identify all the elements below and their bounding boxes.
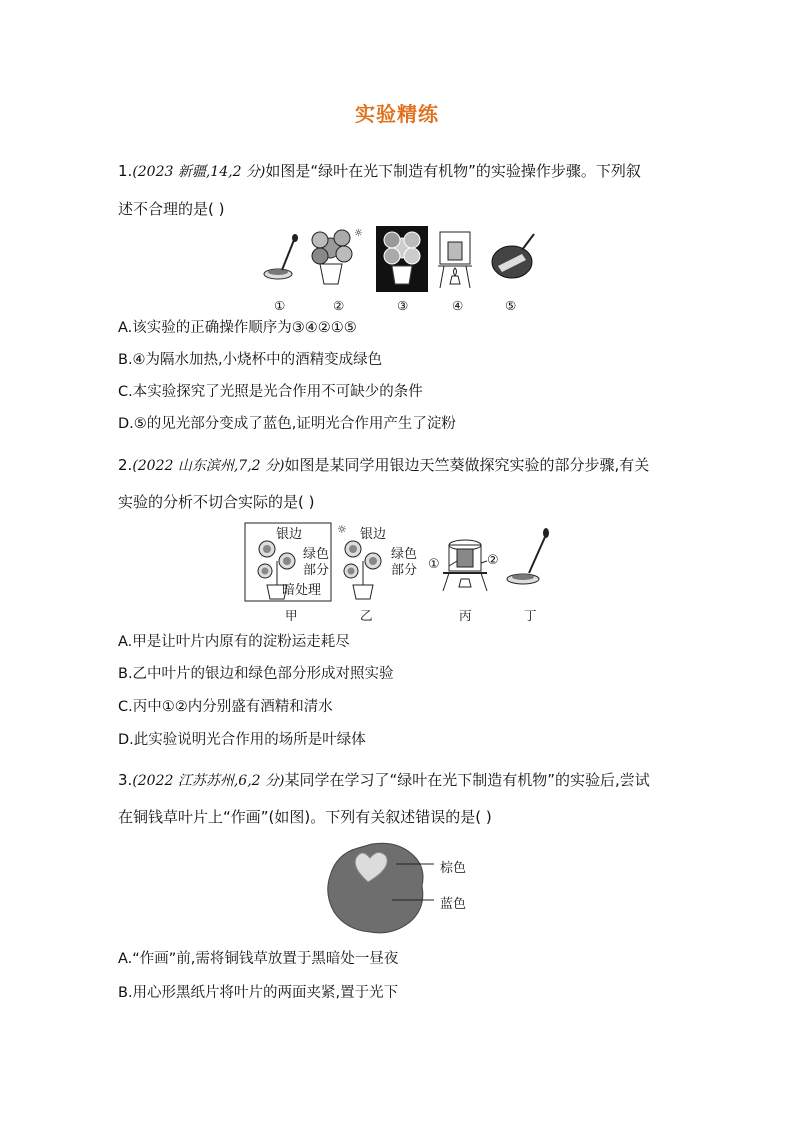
annotation-mark-1: ① <box>428 557 440 572</box>
figure-2-label-jia: 甲 <box>285 608 298 623</box>
annotation-blue: 蓝色 <box>440 897 467 912</box>
question-1-stem: 如图是“绿叶在光下制造有机物”的实验操作步骤。下列叙 <box>265 162 641 180</box>
question-1-line-1 <box>118 161 641 182</box>
step-1-petri-dish <box>264 234 298 279</box>
question-3-option-b: B.用心形黑纸片将叶片的两面夹紧,置于光下 <box>118 985 399 1001</box>
question-3-source: (2022 江苏苏州,6,2 分) <box>132 773 285 789</box>
question-3-option-a: A.“作画”前,需将铜钱草放置于黑暗处一昼夜 <box>118 951 399 967</box>
question-1-number: 1. <box>118 162 133 180</box>
annotation-green-2a: 绿色 <box>391 547 418 562</box>
figure-1-label-1: ① <box>274 298 286 313</box>
figure-2-label-bing: 丙 <box>459 608 472 623</box>
figure-1-label-3: ③ <box>397 298 409 313</box>
question-1-option-a: A.该实验的正确操作顺序为③④②①⑤ <box>118 320 357 336</box>
annotation-green-1a: 绿色 <box>303 547 330 562</box>
question-2-option-d: D.此实验说明光合作用的场所是叶绿体 <box>118 732 366 748</box>
step-4-water-bath <box>438 232 472 288</box>
figure-1-label-4: ④ <box>452 298 464 313</box>
annotation-brown: 棕色 <box>440 861 467 876</box>
question-1-option-c: C.本实验探究了光照是光合作用不可缺少的条件 <box>118 384 423 400</box>
plant-yi <box>344 541 381 599</box>
step-5-leaf-test <box>492 234 534 278</box>
annotation-mark-2: ② <box>487 553 499 568</box>
annotation-silver-edge-2: 银边 <box>360 527 387 542</box>
question-1-line-2: 述不合理的是( ) <box>118 200 225 218</box>
question-3-line-1 <box>118 770 650 791</box>
figure-2-label-ding: 丁 <box>524 608 537 623</box>
step-3-plant-in-dark <box>376 226 428 292</box>
question-3-number: 3. <box>118 771 133 789</box>
annotation-green-1b: 部分 <box>303 563 330 578</box>
annotation-green-2b: 部分 <box>391 563 418 578</box>
figure-2-label-yi: 乙 <box>360 608 373 623</box>
svg-text:☼: ☼ <box>354 228 363 239</box>
question-2-number: 2. <box>118 456 133 474</box>
question-2-stem: 如图是某同学用银边天竺葵做探究实验的部分步骤,有关 <box>284 456 650 474</box>
question-2-option-a: A.甲是让叶片内原有的淀粉运走耗尽 <box>118 634 350 650</box>
figure-1-label-2: ② <box>333 298 345 313</box>
question-3-stem: 某同学在学习了“绿叶在光下制造有机物”的实验后,尝试 <box>284 771 650 789</box>
question-2-source: (2022 山东滨州,7,2 分) <box>132 458 285 474</box>
question-2-option-b: B.乙中叶片的银边和绿色部分形成对照实验 <box>118 666 394 682</box>
question-1-source: (2023 新疆,14,2 分) <box>132 164 266 180</box>
svg-text:☼: ☼ <box>337 523 347 536</box>
step-2-plant-in-light <box>312 228 363 284</box>
figure-1-label-5: ⑤ <box>505 298 517 313</box>
annotation-dark-treatment: 暗处理 <box>282 583 322 598</box>
page-title: 实验精练 <box>355 102 439 126</box>
apparatus-ding <box>507 528 549 584</box>
question-3-line-2: 在铜钱草叶片上“作画”(如图)。下列有关叙述错误的是( ) <box>118 808 492 826</box>
question-2-line-1 <box>118 455 649 476</box>
question-2-option-c: C.丙中①②内分别盛有酒精和清水 <box>118 699 333 715</box>
apparatus-bing <box>443 540 487 591</box>
question-1-option-d: D.⑤的见光部分变成了蓝色,证明光合作用产生了淀粉 <box>118 416 456 432</box>
question-2-line-2: 实验的分析不切合实际的是( ) <box>118 493 315 511</box>
question-1-option-b: B.④为隔水加热,小烧杯中的酒精变成绿色 <box>118 352 383 368</box>
annotation-silver-edge-1: 银边 <box>276 527 303 542</box>
figure-3-leaf-painting <box>322 838 442 938</box>
